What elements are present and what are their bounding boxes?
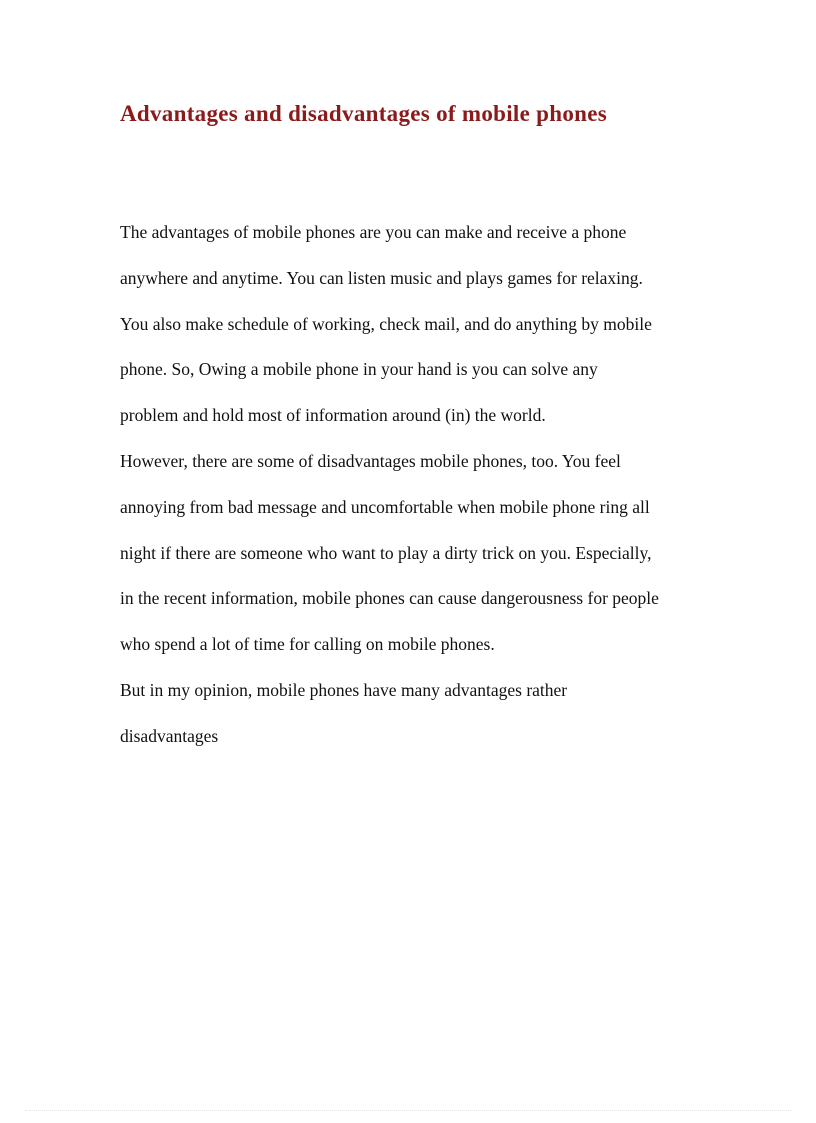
- document-title: Advantages and disadvantages of mobile phones: [120, 101, 608, 126]
- body-line: anywhere and anytime. You can listen music and plays games for relaxing.: [120, 267, 643, 288]
- body-line: who spend a lot of time for calling on mobile phones.: [120, 634, 495, 655]
- body-line: in the recent information, mobile phones can cause dangerousness for people: [120, 588, 659, 609]
- body-line: phone. So, Owing a mobile phone in your hand is you can solve any: [120, 359, 598, 380]
- body-line: You also make schedule of working, check mail, and do anything by mobile: [120, 313, 652, 334]
- body-line: disadvantages: [120, 725, 219, 746]
- body-line: night if there are someone who want to play a dirty trick on you. Especially,: [120, 542, 652, 563]
- body-line: annoying from bad message and uncomfortable when mobile phone ring all: [120, 496, 650, 517]
- document-body: [120, 213, 720, 763]
- body-line: problem and hold most of information around (in) the world.: [120, 405, 546, 426]
- page-edge-divider: [25, 1110, 791, 1111]
- body-line: However, there are some of disadvantages mobile phones, too. You feel: [120, 450, 621, 471]
- body-line: The advantages of mobile phones are you can make and receive a phone: [120, 222, 627, 242]
- body-line: But in my opinion, mobile phones have many advantages rather: [120, 679, 568, 700]
